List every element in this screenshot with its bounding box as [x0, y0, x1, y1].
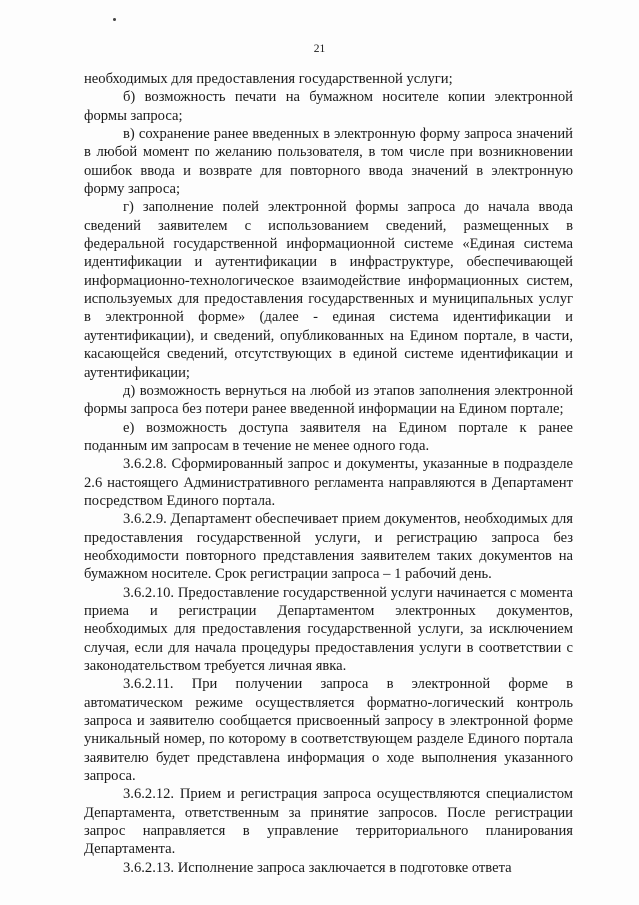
document-body — [84, 70, 573, 877]
list-item-d: д) возможность вернуться на любой из этапов заполнения электронной формы запроса без потери ранее введенной информации на Едином портале; — [84, 382, 573, 418]
list-item-b: б) возможность печати на бумажном носителе копии электронной формы запроса; — [84, 89, 573, 124]
clause-3-6-2-10: 3.6.2.10. Предоставление государственной услуги начинается с момента приема и регистрации Департаментом электронных документов, необходимых для предоставления государственной услуги, за исключением случая, если для начала процедуры предоставления услуги в соответствии с законодательством требуется личная явка. — [84, 584, 573, 674]
paragraph-continuation: необходимых для предоставления государственной услуги; — [84, 71, 453, 87]
scan-speck — [113, 18, 116, 21]
list-item-g: г) заполнение полей электронной формы запроса до начала ввода сведений заявителем с использованием сведений, размещенных в федеральной государственной информационной системе «Единая система идентификации и аутентификации в инфраструктуре, обеспечивающей информационно-технологическое взаимодействие информационных систем, используемых для предоставления государственных и муниципальных услуг в электронной форме» (далее - единая система идентификации и аутентификации), и сведений, опубликованных на Едином портале, в части, касающейся сведений, отсутствующих в единой системе идентификации и аутентификации; — [84, 199, 573, 381]
clause-3-6-2-13: 3.6.2.13. Исполнение запроса заключается в подготовке ответа — [123, 859, 512, 876]
clause-3-6-2-11: 3.6.2.11. При получении запроса в электронной форме в автоматическом режиме осуществляется форматно-логический контроль запроса и заявителю сообщается присвоенный запросу в электронной форме уникальный номер, по которому в соответствующем разделе Единого портала заявителю будет представлена информация о ходе выполнения указанного запроса. — [84, 676, 573, 785]
list-item-e: е) возможность доступа заявителя на Едином портале к ранее поданным им запросам в течение не менее одного года. — [84, 419, 573, 454]
list-item-v: в) сохранение ранее введенных в электронную форму запроса значений в любой момент по желанию пользователя, в том числе при возникновении ошибок ввода и возврате для повторного ввода значений в электронную форму запроса; — [84, 126, 573, 198]
page-number: 21 — [313, 43, 326, 55]
clause-3-6-2-12: 3.6.2.12. Прием и регистрация запроса осуществляются специалистом Департамента, ответственным за принятие запросов. После регистрации запрос направляется в управление территориального планирования Департамента. — [84, 786, 573, 858]
clause-3-6-2-8: 3.6.2.8. Сформированный запрос и документы, указанные в подразделе 2.6 настоящего Административного регламента направляются в Департамент посредством Единого портала. — [84, 456, 573, 509]
clause-3-6-2-9: 3.6.2.9. Департамент обеспечивает прием документов, необходимых для предоставления государственной услуги, и регистрацию запроса без необходимости повторного представления заявителем таких документов на бумажном носителе. Срок регистрации запроса – 1 рабочий день. — [84, 511, 573, 583]
